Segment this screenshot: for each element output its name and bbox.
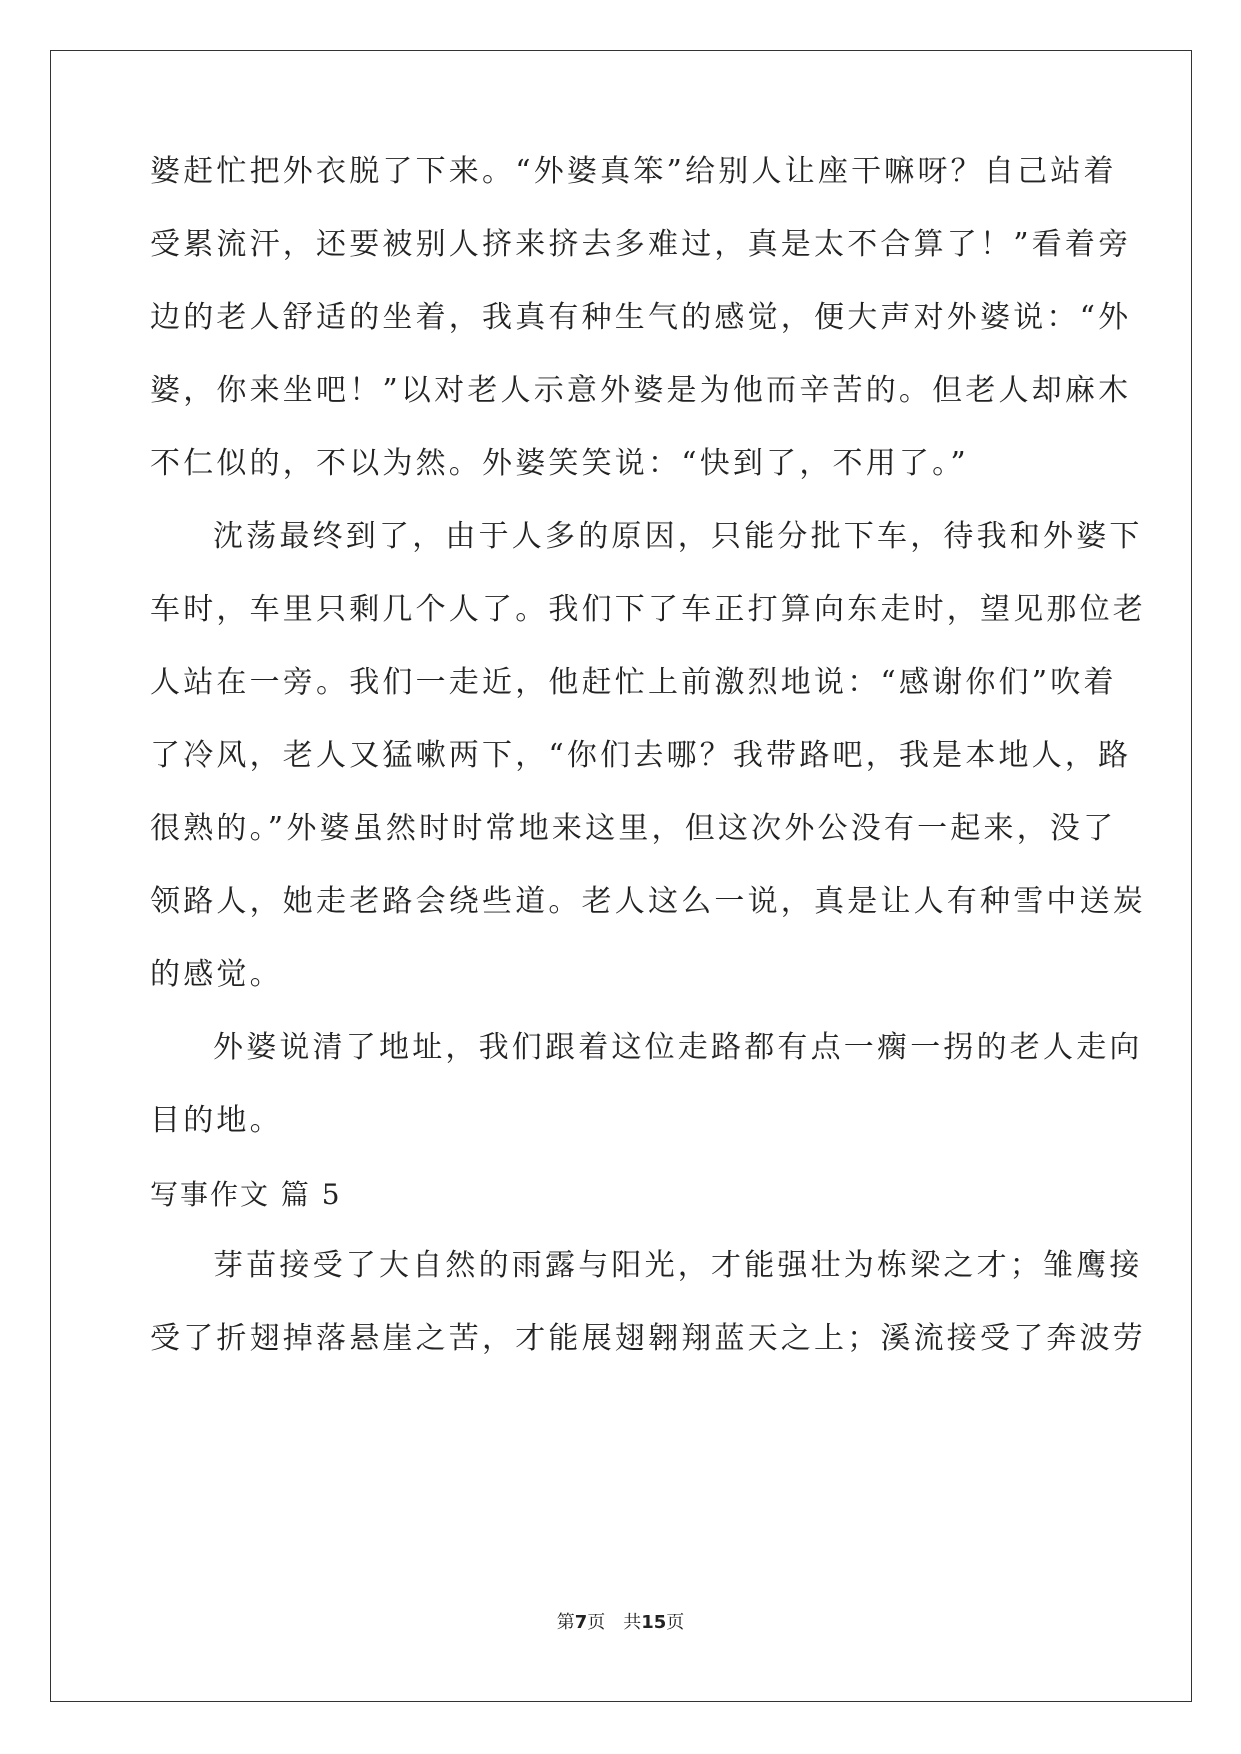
paragraph-line: 婆赶忙把外衣脱了下来。“外婆真笨”给别人让座干嘛呀？自己站着 bbox=[150, 154, 1117, 189]
footer-page-total: 15 bbox=[641, 1612, 667, 1633]
paragraph-line: 人站在一旁。我们一走近，他赶忙上前激烈地说：“感谢你们”吹着 bbox=[150, 665, 1117, 700]
section-heading: 写事作文 篇 5 bbox=[150, 1178, 342, 1211]
paragraph-line: 的感觉。 bbox=[150, 957, 283, 992]
paragraph-line: 了冷风，老人又猛嗽两下，“你们去哪？我带路吧，我是本地人，路 bbox=[150, 738, 1132, 773]
paragraph-line: 受了折翅掉落悬崖之苦，才能展翅翱翔蓝天之上；溪流接受了奔波劳 bbox=[150, 1321, 1146, 1356]
footer-page-current: 7 bbox=[574, 1612, 588, 1633]
paragraph-line: 受累流汗，还要被别人挤来挤去多难过，真是太不合算了！”看着旁 bbox=[150, 227, 1132, 262]
paragraph-line: 边的老人舒适的坐着，我真有种生气的感觉，便大声对外婆说：“外 bbox=[150, 300, 1132, 335]
page-border bbox=[50, 50, 1192, 1702]
paragraph-line: 芽苗接受了大自然的雨露与阳光，才能强壮为栋梁之才；雏鹰接 bbox=[213, 1248, 1143, 1283]
page-footer bbox=[0, 1612, 1241, 1634]
paragraph-line: 外婆说清了地址，我们跟着这位走路都有点一瘸一拐的老人走向 bbox=[213, 1030, 1143, 1065]
footer-page-unit: 页 bbox=[587, 1612, 606, 1633]
paragraph-line: 目的地。 bbox=[150, 1103, 283, 1138]
paragraph-line: 很熟的。”外婆虽然时时常地来这里，但这次外公没有一起来，没了 bbox=[150, 811, 1117, 846]
paragraph-line: 沈荡最终到了，由于人多的原因，只能分批下车，待我和外婆下 bbox=[213, 519, 1143, 554]
paragraph-line: 车时，车里只剩几个人了。我们下了车正打算向东走时，望见那位老 bbox=[150, 592, 1146, 627]
paragraph-line: 不仁似的，不以为然。外婆笑笑说：“快到了，不用了。” bbox=[150, 446, 969, 481]
footer-total-prefix: 共 bbox=[623, 1612, 642, 1633]
footer-total-unit: 页 bbox=[666, 1612, 685, 1633]
paragraph-line: 领路人，她走老路会绕些道。老人这么一说，真是让人有种雪中送炭 bbox=[150, 884, 1146, 919]
footer-page-prefix: 第 bbox=[556, 1612, 575, 1633]
paragraph-line: 婆，你来坐吧！”以对老人示意外婆是为他而辛苦的。但老人却麻木 bbox=[150, 373, 1132, 408]
